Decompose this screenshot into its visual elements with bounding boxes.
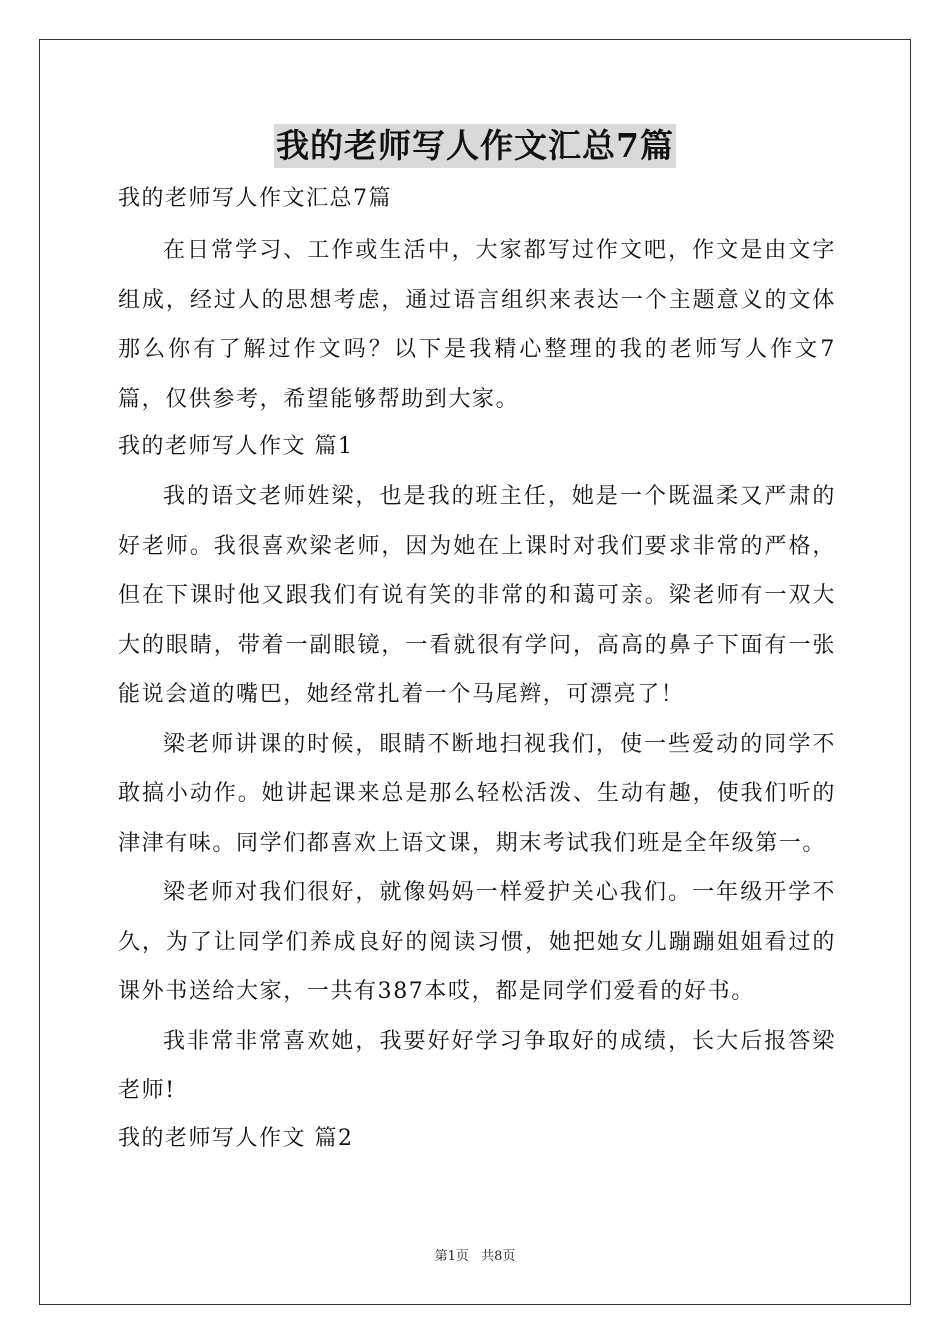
section-1-paragraph-1: 我的语文老师姓梁，也是我的班主任，她是一个既温柔又严肃的好老师。我很喜欢梁老师，因为她在上课时对我们要求非常的严格，但在下课时他又跟我们有说有笑的非常的和蔼可亲。梁老师有一双大大的眼睛，带着一副眼镜，一看就很有学问，高高的鼻子下面有一张能说会道的嘴巴，她经常扎着一个马尾辫，可漂亮了！: [118, 484, 836, 707]
section-heading-1: 我的老师写人作文 篇1: [118, 434, 354, 459]
page-number: 第1页: [434, 1249, 469, 1264]
document-title: 我的老师写人作文汇总7篇: [274, 124, 676, 168]
intro-paragraph: 在日常学习、工作或生活中，大家都写过作文吧，作文是由文字组成，经过人的思想考虑，通过语言组织来表达一个主题意义的文体那么你有了解过作文吗？以下是我精心整理的我的老师写人作文7篇，仅供参考，希望能够帮助到大家。: [118, 238, 836, 412]
document-body: [118, 178, 836, 1160]
document-subtitle: 我的老师写人作文汇总7篇: [118, 186, 392, 211]
page-footer: [0, 1245, 950, 1264]
section-1-paragraph-3: 梁老师对我们很好，就像妈妈一样爱护关心我们。一年级开学不久，为了让同学们养成良好的阅读习惯，她把她女儿蹦蹦姐姐看过的课外书送给大家，一共有387本哎，都是同学们爱看的好书。: [118, 880, 836, 1004]
title-container: [0, 124, 950, 168]
section-1-paragraph-2: 梁老师讲课的时候，眼睛不断地扫视我们，使一些爱动的同学不敢搞小动作。她讲起课来总是那么轻松活泼、生动有趣，使我们听的津津有味。同学们都喜欢上语文课，期末考试我们班是全年级第一。: [118, 731, 836, 856]
page-total: 共8页: [481, 1249, 516, 1264]
section-heading-2: 我的老师写人作文 篇2: [118, 1125, 354, 1151]
section-1-paragraph-4: 我非常非常喜欢她，我要好好学习争取好的成绩，长大后报答梁老师!: [118, 1028, 836, 1103]
